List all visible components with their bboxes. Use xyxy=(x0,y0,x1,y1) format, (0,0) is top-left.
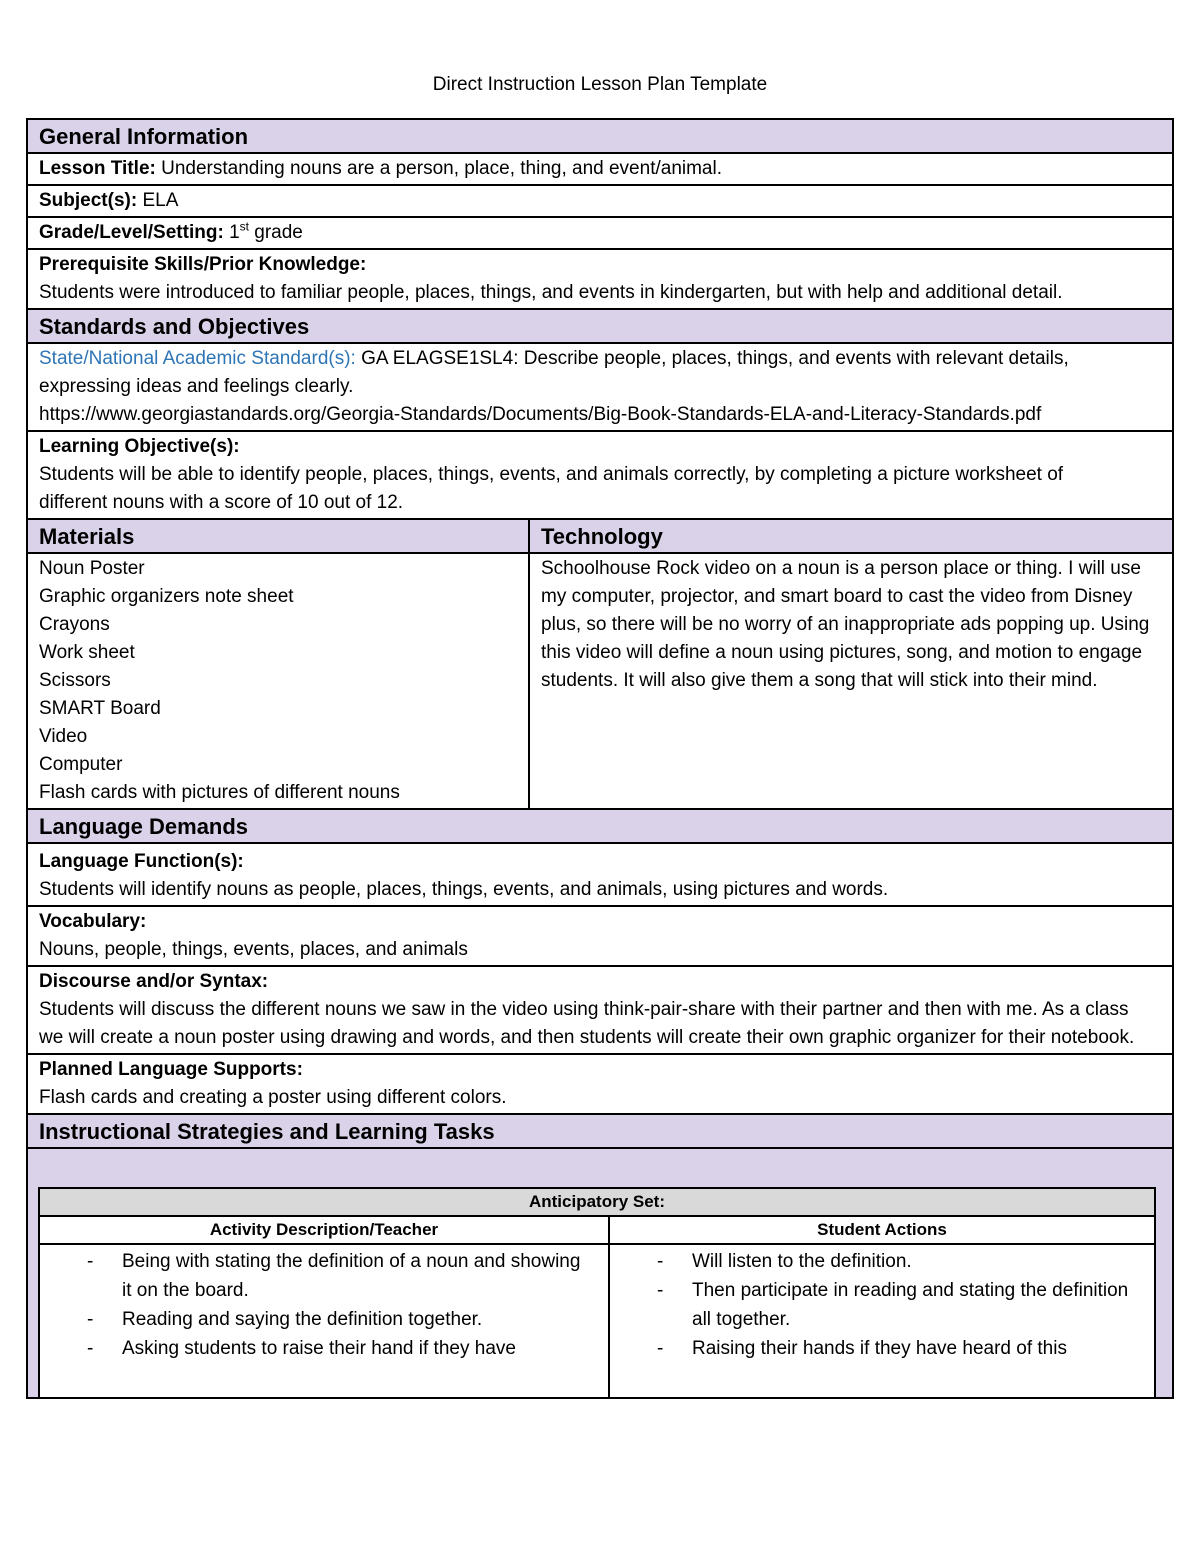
material-item: Crayons xyxy=(39,614,110,635)
lesson-plan-table xyxy=(26,118,1174,1399)
lesson-title-value: Understanding nouns are a person, place, thing, and event/animal. xyxy=(161,158,722,179)
discourse-row xyxy=(28,967,1172,1055)
teacher-item-text: Reading and saying the definition together. xyxy=(122,1309,483,1330)
technology-text: Schoolhouse Rock video on a noun is a person place or thing. I will use my computer, projector, and smart board to cast the video from Disney plus, so there will be no worry of an inappropriate ads popping up. Using this video will define a noun using pictures, song, and motion to engage students. It will also give them a song that will stick into their mind. xyxy=(541,558,1150,691)
dash-bullet: - xyxy=(87,1309,94,1330)
lesson-title-label: Lesson Title: xyxy=(39,158,156,179)
section-standards-objectives: Standards and Objectives xyxy=(28,310,1172,344)
standard-text: GA ELAGSE1SL4: Describe people, places, things, and events with relevant details, expressing ideas and feelings clearly. xyxy=(39,348,1069,397)
material-item: Noun Poster xyxy=(39,558,145,579)
anticipatory-set-title: Anticipatory Set: xyxy=(40,1189,1154,1217)
material-item: Flash cards with pictures of different nouns xyxy=(39,782,400,803)
standard-label: State/National Academic Standard(s): xyxy=(39,348,356,369)
prerequisite-row xyxy=(28,250,1172,310)
language-function-label: Language Function(s): xyxy=(39,851,244,872)
subjects-row xyxy=(28,186,1172,218)
grade-suffix: st xyxy=(239,219,249,234)
material-item: Computer xyxy=(39,754,123,775)
subjects-label: Subject(s): xyxy=(39,190,138,211)
section-language-demands: Language Demands xyxy=(28,810,1172,844)
standard-url[interactable]: https://www.georgiastandards.org/Georgia-Standards/Documents/Big-Book-Standards-ELA-and-Literacy-Standards.pdf xyxy=(39,404,1042,425)
anticipatory-set-table xyxy=(38,1187,1156,1397)
vocabulary-row xyxy=(28,907,1172,967)
document-title: Direct Instruction Lesson Plan Template xyxy=(432,74,768,95)
list-item xyxy=(610,1334,1154,1363)
language-function-row xyxy=(28,844,1172,907)
vocabulary-text: Nouns, people, things, events, places, and animals xyxy=(39,939,468,960)
teacher-item-text: Asking students to raise their hand if they have xyxy=(122,1338,516,1359)
supports-row xyxy=(28,1055,1172,1115)
anticipatory-set-headers xyxy=(40,1217,1154,1245)
dash-bullet: - xyxy=(657,1280,664,1301)
student-actions-column xyxy=(610,1245,1154,1397)
teacher-activity-column xyxy=(40,1245,610,1397)
materials-technology-header xyxy=(28,520,1172,554)
language-function-text: Students will identify nouns as people, places, things, events, and animals, using pictures and words. xyxy=(39,879,889,900)
grade-number: 1 xyxy=(229,222,240,243)
section-instructional-strategies: Instructional Strategies and Learning Tasks xyxy=(28,1115,1172,1149)
list-item xyxy=(610,1276,1154,1334)
grade-text: grade xyxy=(254,222,303,243)
material-item: Scissors xyxy=(39,670,111,691)
student-item-text: Raising their hands if they have heard of this xyxy=(692,1338,1067,1359)
objective-label: Learning Objective(s): xyxy=(39,436,240,457)
discourse-text: Students will discuss the different nouns we saw in the video using think-pair-share with their partner and then with me. As a class we will create a noun poster using drawing and words, and then students will create their own graphic organizer for their notebook. xyxy=(39,999,1135,1048)
materials-heading: Materials xyxy=(28,520,530,552)
technology-heading: Technology xyxy=(541,524,663,549)
student-actions-header: Student Actions xyxy=(817,1220,947,1239)
material-item: Video xyxy=(39,726,88,747)
vocabulary-label: Vocabulary: xyxy=(39,911,147,932)
student-item-text: Will listen to the definition. xyxy=(692,1251,912,1272)
materials-list xyxy=(28,554,530,808)
anticipatory-set-body xyxy=(40,1245,1154,1397)
list-item xyxy=(40,1305,608,1334)
dash-bullet: - xyxy=(87,1251,94,1272)
dash-bullet: - xyxy=(87,1338,94,1359)
prerequisite-text: Students were introduced to familiar people, places, things, and events in kindergarten, but with help and additional detail. xyxy=(39,282,1063,303)
list-item xyxy=(40,1247,608,1305)
lesson-title-row xyxy=(28,154,1172,186)
teacher-item-text: Being with stating the definition of a noun and showing it on the board. xyxy=(122,1251,581,1301)
grade-row xyxy=(28,218,1172,250)
strategies-body xyxy=(28,1149,1172,1397)
prerequisite-label: Prerequisite Skills/Prior Knowledge: xyxy=(39,254,367,275)
list-item xyxy=(40,1334,608,1363)
objective-text: Students will be able to identify people, places, things, events, and animals correctly, by completing a picture worksheet of different nouns with a score of 10 out of 12. xyxy=(39,464,1064,513)
supports-text: Flash cards and creating a poster using different colors. xyxy=(39,1087,507,1108)
material-item: Work sheet xyxy=(39,642,135,663)
student-item-text: Then participate in reading and stating the definition all together. xyxy=(692,1280,1129,1330)
dash-bullet: - xyxy=(657,1338,664,1359)
discourse-label: Discourse and/or Syntax: xyxy=(39,971,269,992)
standards-row xyxy=(28,344,1172,432)
materials-technology-body xyxy=(28,554,1172,810)
dash-bullet: - xyxy=(657,1251,664,1272)
material-item: Graphic organizers note sheet xyxy=(39,586,294,607)
grade-label: Grade/Level/Setting: xyxy=(39,222,224,243)
supports-label: Planned Language Supports: xyxy=(39,1059,303,1080)
objectives-row xyxy=(28,432,1172,520)
section-general-information: General Information xyxy=(28,120,1172,154)
teacher-activity-header: Activity Description/Teacher xyxy=(40,1217,610,1243)
subjects-value: ELA xyxy=(142,190,179,211)
list-item xyxy=(610,1247,1154,1276)
material-item: SMART Board xyxy=(39,698,161,719)
